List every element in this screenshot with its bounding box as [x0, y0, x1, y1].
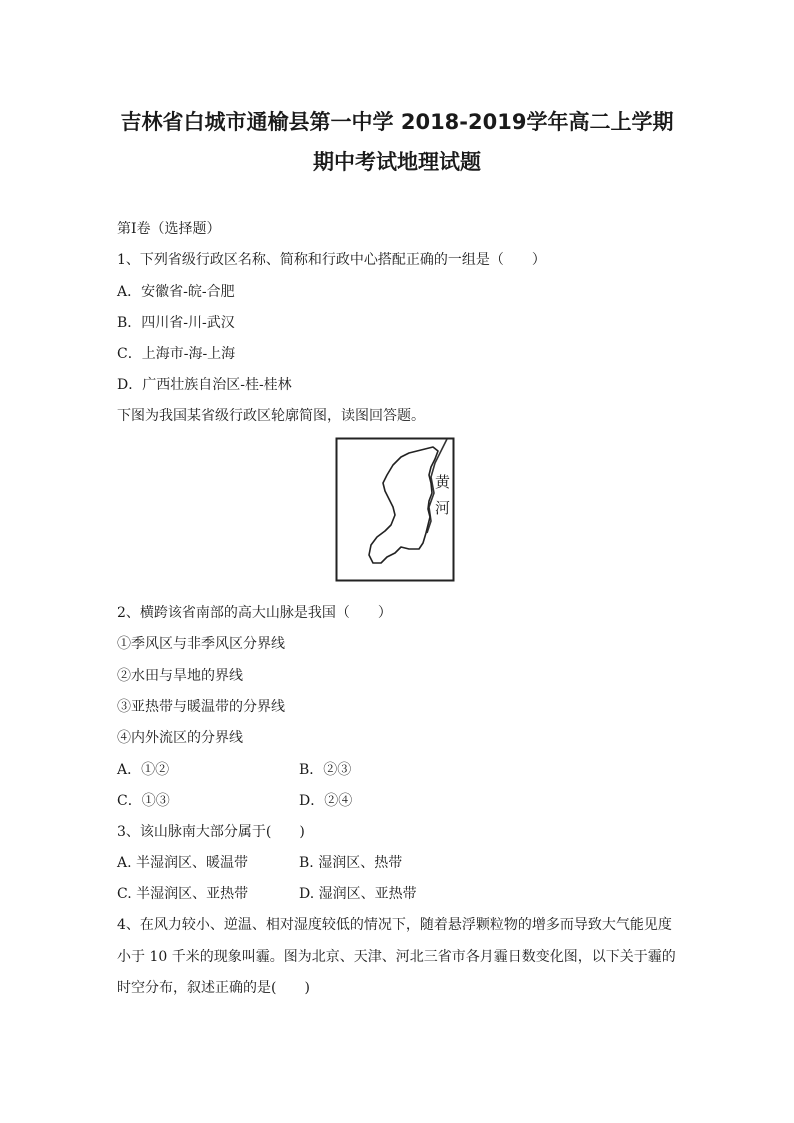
document-title-line2: 期中考试地理试题 [313, 150, 481, 174]
q3-option-c: C. 半湿润区、亚热带 [117, 886, 249, 902]
q2-item-4: ④内外流区的分界线 [117, 730, 243, 746]
river-label-2: 河 [435, 499, 451, 517]
q1-option-c: C．上海市-海-上海 [117, 346, 236, 362]
q4-line-2: 小于 10 千米的现象叫霾。图为北京、天津、河北三省市各月霾日数变化图，以下关于霾的 [117, 949, 676, 965]
province-outline-map [335, 437, 457, 583]
q1-option-a: A．安徽省-皖-合肥 [117, 284, 235, 300]
q2-item-1: ①季风区与非季风区分界线 [117, 636, 285, 652]
q3-option-a: A. 半湿润区、暖温带 [117, 855, 249, 871]
province-outline-svg [335, 437, 457, 583]
q2-stem: 2、横跨该省南部的高大山脉是我国（ ） [117, 605, 392, 621]
q2-option-c: C．①③ [117, 793, 170, 809]
q2-item-3: ③亚热带与暖温带的分界线 [117, 699, 285, 715]
q3-option-b: B. 湿润区、热带 [299, 855, 403, 871]
q3-stem: 3、该山脉南大部分属于( ) [117, 824, 305, 840]
q2-option-a: A．①② [117, 762, 170, 778]
q2-option-d: D．②④ [299, 793, 353, 809]
q1-option-b: B．四川省-川-武汉 [117, 315, 235, 331]
q4-line-3: 时空分布，叙述正确的是( ) [117, 980, 310, 996]
q3-option-d: D. 湿润区、亚热带 [299, 886, 417, 902]
map-intro: 下图为我国某省级行政区轮廓简图，读图回答题。 [117, 408, 425, 424]
river-label-1: 黄 [435, 473, 451, 491]
q4-line-1: 4、在风力较小、逆温、相对湿度较低的情况下，随着悬浮颗粒物的增多而导致大气能见度 [117, 917, 672, 933]
document-title-line1: 吉林省白城市通榆县第一中学 2018-2019学年高二上学期 [120, 110, 674, 134]
q1-stem: 1、下列省级行政区名称、简称和行政中心搭配正确的一组是（ ） [117, 252, 546, 268]
q2-option-b: B．②③ [299, 762, 352, 778]
q1-option-d: D．广西壮族自治区-桂-桂林 [117, 377, 292, 393]
section-label: 第Ⅰ卷（选择题） [117, 221, 221, 237]
q2-item-2: ②水田与旱地的界线 [117, 668, 243, 684]
